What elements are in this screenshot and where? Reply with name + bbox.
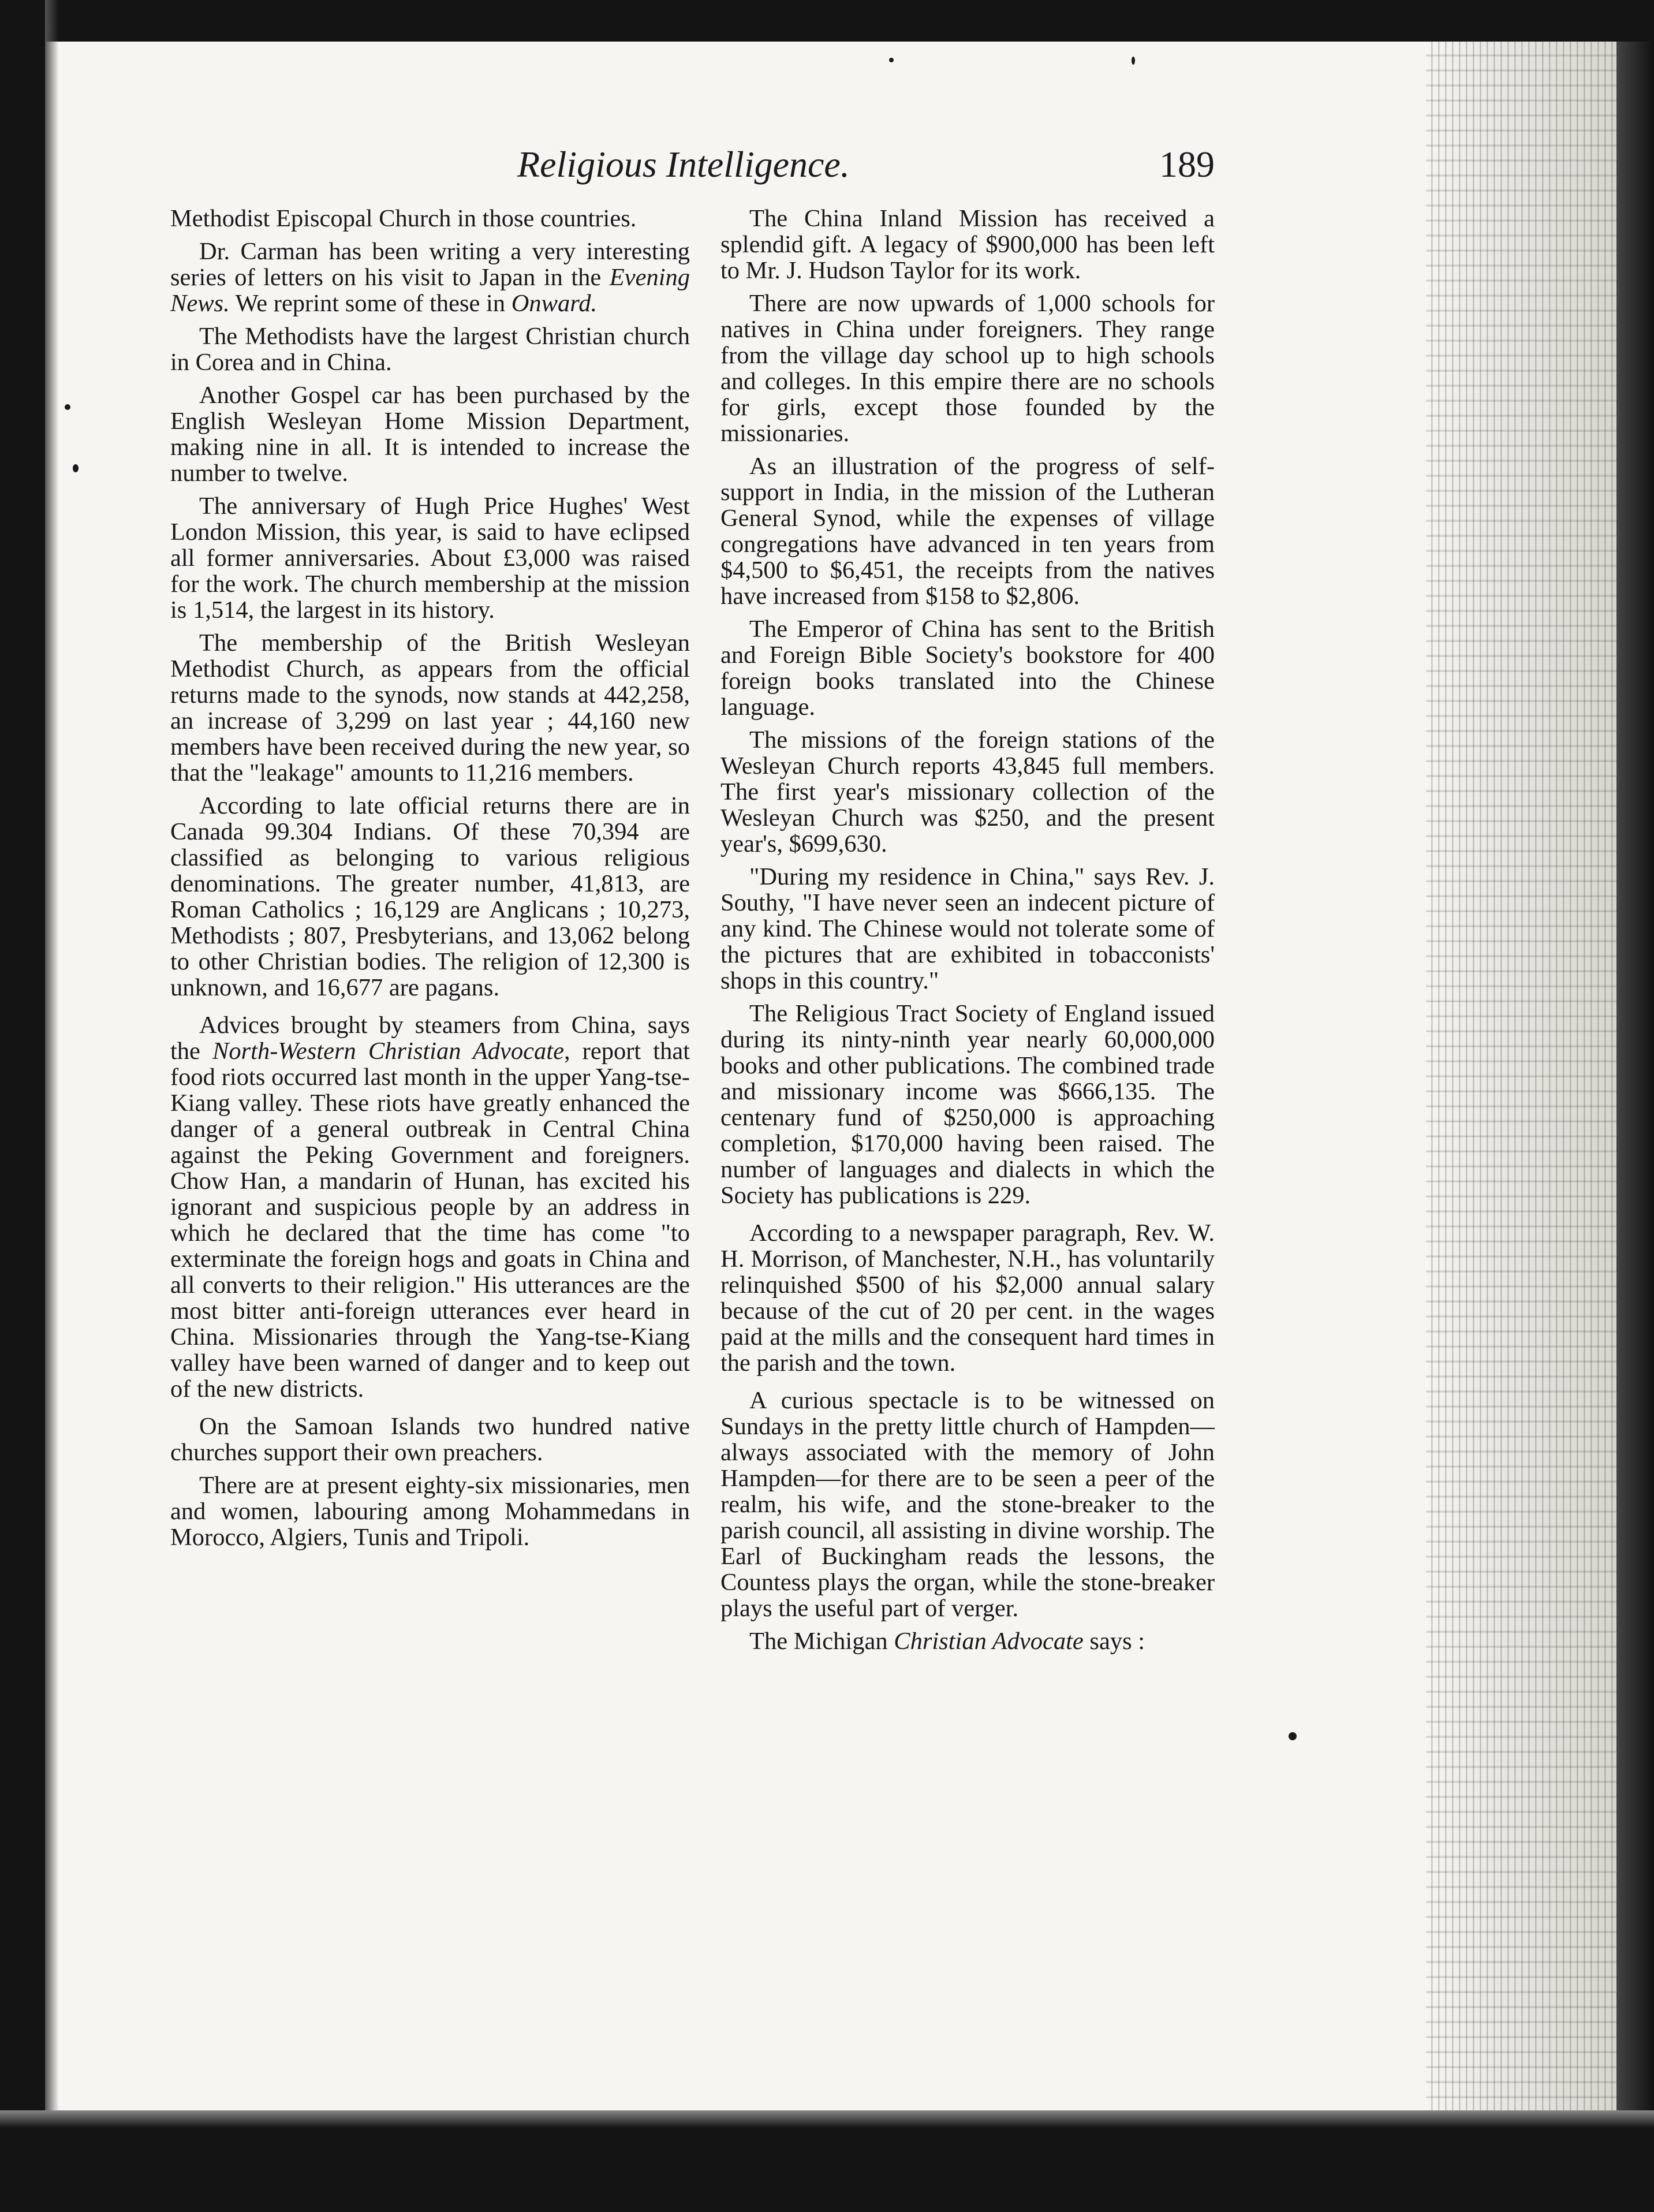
paragraph: The China Inland Mission has received a splendid gift. A legacy of $900,000 has been left to Mr. J. Hudson Taylor for its work. xyxy=(720,205,1215,284)
left-column xyxy=(170,206,690,1557)
ink-speck xyxy=(1289,1732,1297,1740)
page-header xyxy=(517,139,1215,191)
italic-title: North-Western Christian Advocate xyxy=(212,1038,564,1065)
paragraph: Methodist Episcopal Church in those countries. xyxy=(170,205,637,232)
scan-border-left xyxy=(0,0,45,2212)
ink-speck xyxy=(73,464,79,472)
scan-border-bottom xyxy=(0,2110,1654,2212)
paragraph: The missions of the foreign stations of the Wesleyan Church reports 43,845 full members. The first year's missionary collection of the Wesleyan Church was $250, and the present year's, $699,630. xyxy=(720,726,1215,857)
paragraph: Advices brought by steamers from China, says the North-Western Christian Advocate, report that food riots occurred last month in the upper Yang-tse-Kiang valley. These riots have greatly enhanced the danger of a general outbreak in Central China against the Peking Government and foreigners. Chow Han, a mandarin of Hunan, has excited his ignorant and suspicious people by an address in which he declared that the time has come "to exterminate the foreign hogs and goats in China and all converts to their religion." His utterances are the most bitter anti-foreign utterances ever heard in China. Missionaries through the Yang-tse-Kiang valley have been warned of danger and to keep out of the new districts. xyxy=(170,1012,690,1402)
running-title: Religious Intelligence. xyxy=(517,144,850,185)
paragraph: The Religious Tract Society of England issued during its ninty-ninth year nearly 60,000,000 books and other publications. The combined trade and missionary income was $666,135. The centenary fund of $250,000 is approaching completion, $170,000 having been raised. The number of languages and dialects in which the Society has publications is 229. xyxy=(720,1000,1215,1209)
italic-title: Onward. xyxy=(511,290,598,317)
ink-speck xyxy=(889,58,894,62)
paragraph: Another Gospel car has been purchased by the English Wesleyan Home Mission Department, making nine in all. It is intended to increase the number to twelve. xyxy=(170,382,690,487)
paragraph: There are at present eighty-six missionaries, men and women, labouring among Mohammedans in Morocco, Algiers, Tunis and Tripoli. xyxy=(170,1472,690,1551)
paragraph: According to late official returns there are in Canada 99.304 Indians. Of these 70,394 are classified as belonging to various religious denominations. The greater number, 41,813, are Roman Catholics ; 16,129 are Anglicans ; 10,273, Methodists ; 807, Presbyterians, and 13,062 belong to other Christian bodies. The religion of 12,300 is unknown, and 16,677 are pagans. xyxy=(170,792,690,1001)
paragraph: "During my residence in China," says Rev. J. Southy, "I have never seen an indecent picture of any kind. The Chinese would not tolerate some of the pictures that are exhibited in tobacconists' shops in this country." xyxy=(720,863,1215,994)
paragraph: The membership of the British Wesleyan Methodist Church, as appears from the official returns made to the synods, now stands at 442,258, an increase of 3,299 on last year ; 44,160 new members have been received during the new year, so that the "leakage" amounts to 11,216 members. xyxy=(170,629,690,786)
paragraph: As an illustration of the progress of self-support in India, in the mission of the Lutheran General Synod, while the expenses of village congregations have advanced in ten years from $4,500 to $6,451, the receipts from the natives have increased from $158 to $2,806. xyxy=(720,453,1215,610)
right-column xyxy=(720,206,1215,1661)
ink-speck xyxy=(65,404,70,410)
book-spine-shadow xyxy=(1616,42,1654,2110)
page-number: 189 xyxy=(1159,144,1215,185)
paragraph: A curious spectacle is to be witnessed on Sundays in the pretty little church of Hampden—always associated with the memory of John Hampden—for there are to be seen a peer of the realm, his wife, and the stone-breaker to the parish council, all assisting in divine worship. The Earl of Buckingham reads the lessons, the Countess plays the organ, while the stone-breaker plays the useful part of verger. xyxy=(720,1387,1215,1622)
paragraph: According to a newspaper paragraph, Rev. W. H. Morrison, of Manchester, N.H., has voluntarily relinquished $500 of his $2,000 annual salary because of the cut of 20 per cent. in the wages paid at the mills and the consequent hard times in the parish and the town. xyxy=(720,1219,1215,1377)
paragraph: The Michigan Christian Advocate says : xyxy=(749,1628,1145,1655)
italic-title: Christian Advocate xyxy=(894,1628,1084,1655)
ink-speck xyxy=(1132,57,1135,65)
scan-border-top xyxy=(0,0,1654,42)
paragraph: The anniversary of Hugh Price Hughes' West London Mission, this year, is said to have eclipsed all former anniversaries. About £3,000 was raised for the work. The church membership at the mission is 1,514, the largest in its history. xyxy=(170,493,690,624)
paragraph: On the Samoan Islands two hundred native churches support their own preachers. xyxy=(170,1413,690,1466)
paragraph: Dr. Carman has been writing a very interesting series of letters on his visit to Japan in the Evening News. We reprint some of these in Onward. xyxy=(170,238,690,317)
paragraph: There are now upwards of 1,000 schools for natives in China under foreigners. They range from the village day school up to high schools and colleges. In this empire there are no schools for girls, except those founded by the missionaries. xyxy=(720,290,1215,447)
italic-title: Evening News. xyxy=(170,264,690,317)
paragraph: The Emperor of China has sent to the British and Foreign Bible Society's bookstore for 400 foreign books translated into the Chinese language. xyxy=(720,616,1215,721)
paragraph: The Methodists have the largest Christian church in Corea and in China. xyxy=(170,323,690,376)
